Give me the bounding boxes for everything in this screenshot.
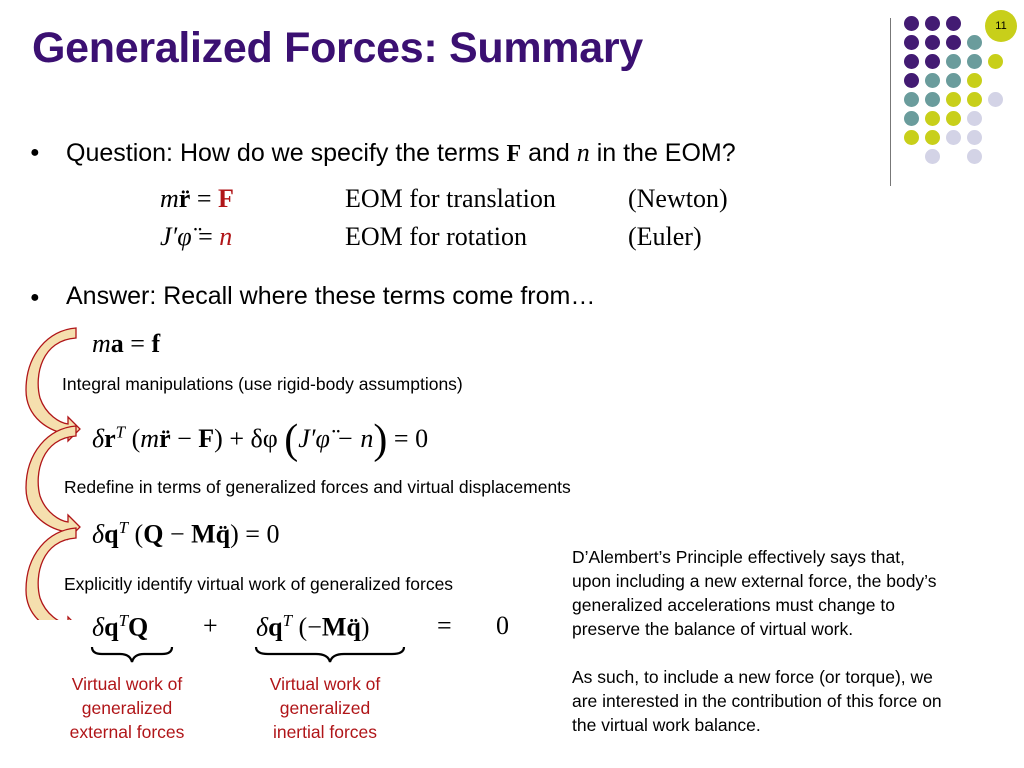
eq2-delta: δ — [92, 424, 105, 453]
grid-dot — [904, 130, 919, 145]
eq3-q: q — [104, 519, 119, 549]
grid-dot — [946, 35, 961, 50]
eom-m: m — [160, 184, 179, 213]
step-identify-virtual-work: Explicitly identify virtual work of generalized forces — [64, 574, 454, 594]
eom-phi: φ̈ — [177, 222, 192, 251]
grid-dot — [925, 54, 940, 69]
grid-dot — [925, 73, 940, 88]
eq4-t1-T: T — [118, 611, 129, 630]
note-line: the virtual work balance. — [572, 715, 761, 735]
eq4-t2-q: q — [268, 612, 283, 642]
equation-ma-f — [92, 329, 160, 359]
grid-dot — [967, 73, 982, 88]
bullet-dot-icon: ● — [30, 144, 40, 161]
grid-dot — [946, 54, 961, 69]
grid-dot — [904, 92, 919, 107]
label-inertial-forces — [250, 672, 400, 744]
eom-translation-desc: EOM for translation — [345, 184, 556, 213]
eom-J: J′ — [160, 222, 178, 251]
eq4-t1-Q: Q — [128, 612, 149, 642]
label-inertial-line3: inertial forces — [272, 722, 378, 742]
grid-dot — [946, 92, 961, 107]
note-dalembert — [572, 545, 1012, 737]
eom-n: n — [219, 222, 233, 251]
eq4-t2-delta: δ — [256, 612, 269, 642]
eom-row-rotation — [160, 222, 232, 252]
eq2-p2: ) + δφ — [214, 424, 285, 453]
grid-dot — [925, 16, 940, 31]
eq2-J: J′ — [298, 424, 316, 453]
eom-F: F — [218, 184, 234, 213]
note-line: D’Alembert’s Principle effectively says that, — [572, 547, 905, 567]
eq1-eq: = — [123, 329, 152, 358]
question-n: n — [576, 138, 590, 167]
eq2-p1: ( — [125, 424, 141, 453]
grid-dot — [904, 111, 919, 126]
eq3-delta: δ — [92, 519, 105, 549]
grid-dot — [946, 111, 961, 126]
divider-line — [890, 18, 891, 186]
bullet-question — [66, 138, 736, 168]
grid-dot — [925, 149, 940, 164]
label-external-forces — [52, 672, 202, 744]
eq4-term-inertial — [256, 611, 370, 643]
eom-row-translation — [160, 184, 234, 214]
bullet-answer: Answer: Recall where these terms come from… — [66, 282, 596, 310]
underbrace-inertial — [256, 647, 404, 662]
note-line: upon including a new external force, the body’s — [572, 571, 937, 591]
eq4-t1-q: q — [104, 612, 119, 642]
question-pre: Question: How do we specify the terms — [66, 139, 507, 167]
grid-dot — [988, 54, 1003, 69]
grid-dot — [904, 54, 919, 69]
note-line: As such, to include a new force (or torque), we — [572, 667, 933, 687]
eq4-equals: = — [437, 611, 452, 640]
eq3-T: T — [118, 518, 129, 537]
eom-eq2: = — [191, 222, 220, 251]
eq2-F: F — [198, 424, 215, 453]
eq3-minus: − — [163, 519, 192, 549]
note-line: are interested in the contribution of this force on — [572, 691, 942, 711]
grid-dot — [904, 73, 919, 88]
grid-dot — [967, 92, 982, 107]
eq4-plus: + — [203, 611, 218, 640]
eq3-Q: Q — [143, 519, 164, 549]
grid-dot — [904, 35, 919, 50]
equation-variational — [92, 416, 428, 464]
eq3-qdd: q̈ — [215, 519, 231, 549]
grid-dot — [904, 16, 919, 31]
label-external-line2: generalized — [81, 698, 173, 718]
grid-dot — [946, 16, 961, 31]
eom-r: r̈ — [178, 184, 191, 213]
grid-dot — [967, 130, 982, 145]
eq2-phi: φ̈ — [315, 424, 330, 453]
note-line: generalized accelerations must change to — [572, 595, 895, 615]
eq2-minus-n: − n — [329, 424, 374, 453]
question-and: and — [521, 139, 577, 167]
grid-dot — [946, 73, 961, 88]
slide-title: Generalized Forces: Summary — [32, 24, 643, 72]
eq4-t2-qdd: q̈ — [346, 612, 361, 642]
eq2-rdd: r̈ — [159, 424, 171, 453]
eq4-t2-close: ) — [360, 612, 370, 642]
label-inertial-line1: Virtual work of — [269, 674, 381, 694]
eq1-m: m — [92, 329, 111, 358]
eq1-a: a — [110, 329, 124, 358]
eq2-r: r — [104, 424, 116, 453]
eq4-t2-M: M — [321, 612, 347, 642]
eq3-p1: ( — [128, 519, 144, 549]
label-inertial-line2: generalized — [279, 698, 371, 718]
grid-dot — [946, 130, 961, 145]
eq2-rparen: ) — [373, 417, 388, 463]
page-number-badge: 11 — [985, 10, 1017, 42]
eq4-t2-open: (− — [292, 612, 322, 642]
question-F: F — [506, 141, 522, 167]
grid-dot — [925, 92, 940, 107]
equation-generalized — [92, 518, 279, 550]
grid-dot — [967, 111, 982, 126]
eq4-t2-T: T — [282, 611, 293, 630]
eq1-f: f — [151, 329, 161, 358]
grid-dot — [925, 35, 940, 50]
underbrace-external — [92, 647, 172, 662]
grid-dot — [967, 35, 982, 50]
note-spacer — [572, 641, 1012, 665]
note-line: preserve the balance of virtual work. — [572, 619, 854, 639]
eom-rotation-desc: EOM for rotation — [345, 222, 527, 251]
eq2-minus: − — [170, 424, 199, 453]
grid-dot — [925, 111, 940, 126]
eq2-eq0: = 0 — [387, 424, 429, 453]
grid-dot — [967, 149, 982, 164]
label-external-line1: Virtual work of — [71, 674, 183, 694]
step-integral-manipulations: Integral manipulations (use rigid-body assumptions) — [62, 374, 463, 394]
question-post: in the EOM? — [589, 139, 736, 167]
grid-dot — [988, 92, 1003, 107]
eom-rotation-who: (Euler) — [628, 222, 702, 251]
eq4-t1-delta: δ — [92, 612, 105, 642]
bullet-dot-icon: ● — [30, 289, 40, 306]
eq2-T: T — [115, 422, 126, 442]
eq2-m: m — [140, 424, 160, 453]
eq3-p2: ) = 0 — [230, 519, 280, 549]
label-external-line3: external forces — [69, 722, 185, 742]
underbrace-icon — [90, 645, 420, 667]
eq3-M: M — [191, 519, 216, 549]
grid-dot — [967, 54, 982, 69]
step-redefine: Redefine in terms of generalized forces and virtual displacements — [64, 477, 571, 497]
eom-eq: = — [190, 184, 218, 213]
eq4-term-external — [92, 611, 148, 643]
eom-translation-who: (Newton) — [628, 184, 728, 213]
eq4-zero: 0 — [496, 611, 509, 640]
eq2-lparen: ( — [284, 417, 299, 463]
grid-dot — [925, 130, 940, 145]
